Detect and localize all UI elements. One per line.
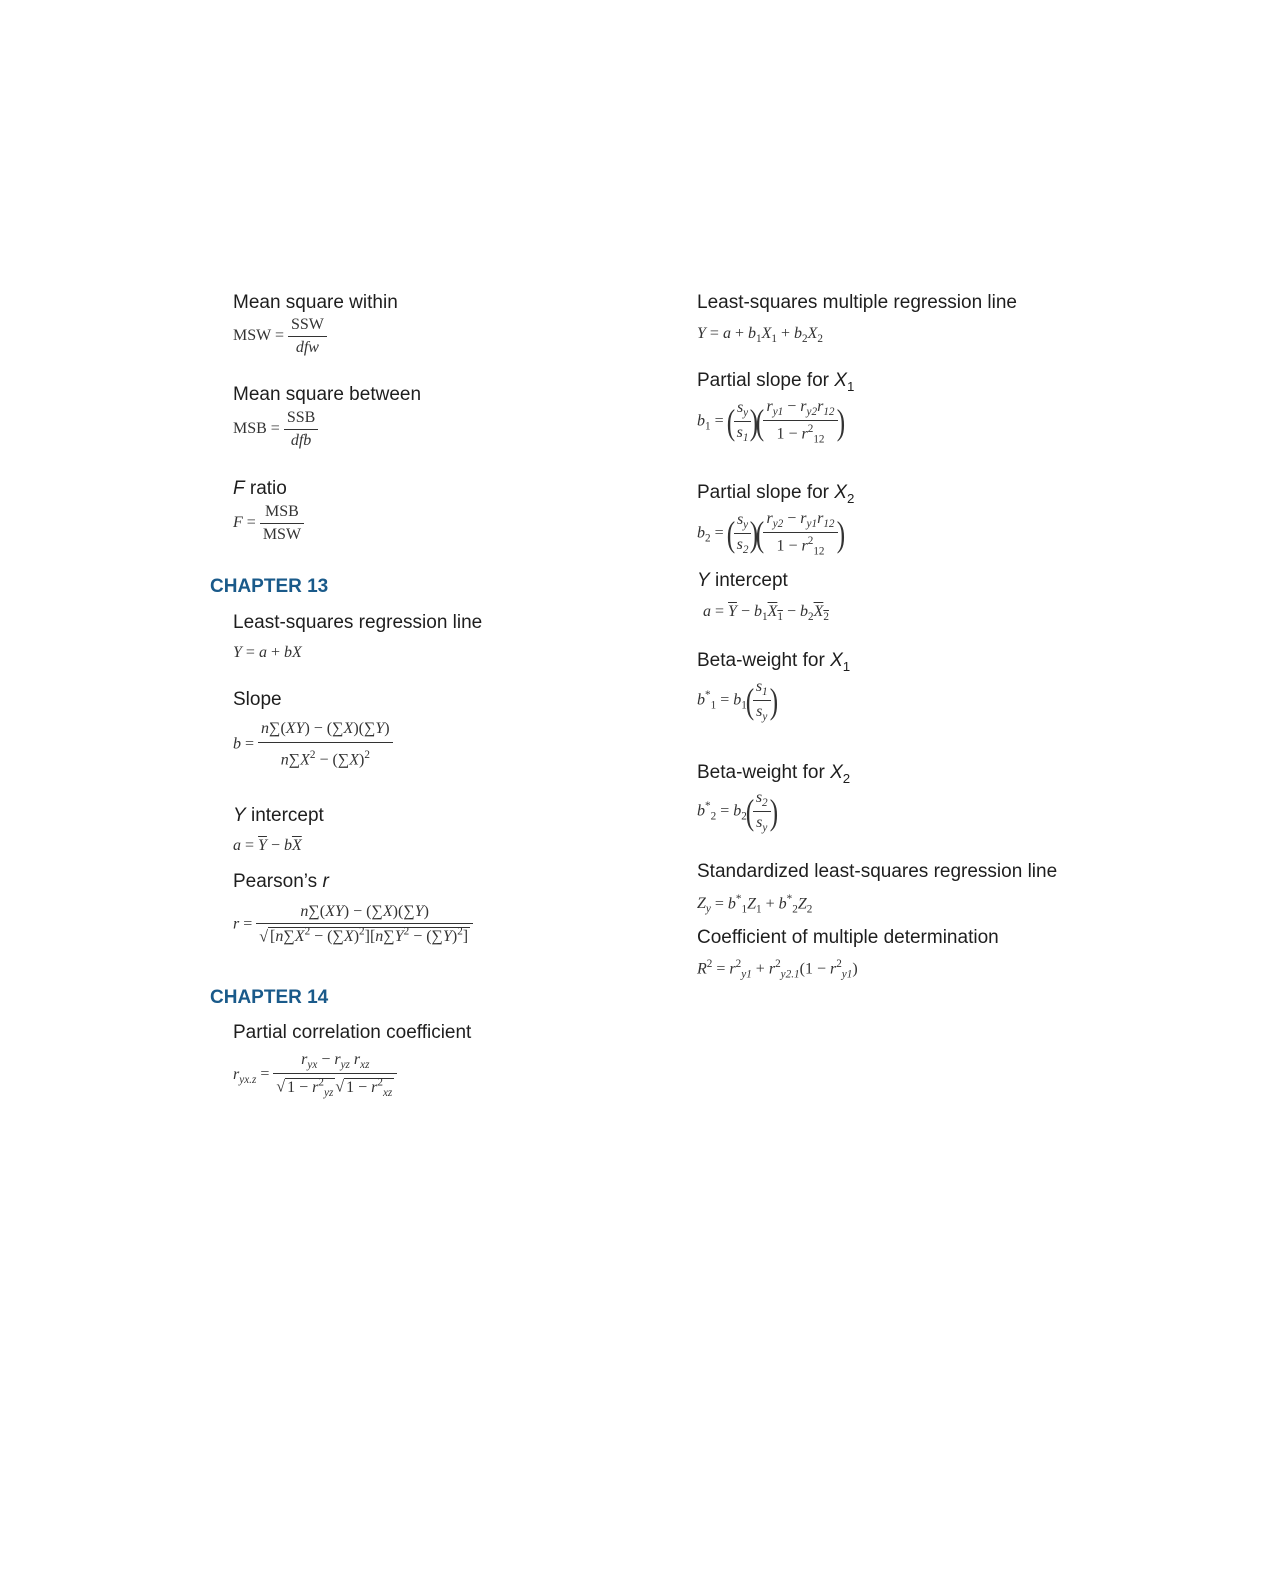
msw-label: Mean square within [233, 292, 398, 313]
bw1-formula: $b^*_1 = b_1$( $\frac{s_1}{s_y}$ ) [697, 678, 778, 724]
msb-formula: MSB = $\frac{\text{SSB}}{\text{dfb}}$ [233, 409, 318, 450]
bw2-formula: $b^*_2 = b_2$( $\frac{s_2}{s_y}$ ) [697, 789, 778, 835]
std-label: Standardized least-squares regression line [697, 861, 1058, 882]
pearson-label: Pearson’s r [233, 871, 329, 892]
bw2-label: Beta-weight for $X_2$ [697, 762, 851, 786]
mr-yint-label: Y intercept [697, 570, 788, 591]
slope-formula: b = $\frac{n\sum(XY) - (\sum X)(\sum Y)}{n\sum X^2 - (\sum X)^2}$ [233, 720, 393, 769]
fratio-label: F ratio [233, 478, 287, 499]
chapter-13-heading: CHAPTER 13 [210, 576, 329, 597]
lsr-label: Least-squares regression line [233, 612, 483, 633]
std-formula: $Z_y = b^*_1Z_1 + b^*_2Z_2$ [697, 893, 813, 916]
partial-corr-label: Partial correlation coefficient [233, 1022, 472, 1043]
ps2-formula: $b_2$ = ( $\frac{s_y}{s_2}$ )( $\frac{r_{y2} - r_{y1}r_{12}}{1 - r^2_{12}}$ ) [697, 510, 845, 558]
ps2-label: Partial slope for $X_2$ [697, 482, 855, 506]
lsmr-formula: $Y = a + b_1X_1 + b_2X_2$ [697, 325, 823, 346]
coef-formula: $R^2 = r^2_{y1} + r^2_{y2.1}(1 - r^2_{y1})$ [697, 958, 858, 981]
ps1-label: Partial slope for $X_1$ [697, 370, 855, 394]
yint-formula: $a = \overline{Y} - b\overline{X}$ [233, 837, 302, 854]
bw1-label: Beta-weight for $X_1$ [697, 650, 851, 674]
lsr-formula: Y = a + bX [233, 644, 302, 661]
pearson-formula: r = $\frac{n\sum(XY) - (\sum X)(\sum Y)}{√ [n\sum X^2 - (\sum X)^2][n\sum Y^2 - (\sum Y)^2]}$ [233, 903, 473, 946]
mr-yint-formula: $a = \overline{Y} - b_1X_1 - b_2X_2$ [703, 603, 829, 624]
slope-label: Slope [233, 689, 282, 710]
ps1-formula: $b_1$ = ( $\frac{s_y}{s_1}$ )( $\frac{r_{y1} - r_{y2}r_{12}}{1 - r^2_{12}}$ ) [697, 398, 845, 446]
partial-corr-formula: $r_{yx.z}$ = $\frac{r_{yx} - r_{yz} r_{xz}}{√ 1 - r^2_{yz} √ 1 - r^2_{xz}}$ [233, 1051, 397, 1099]
coef-label: Coefficient of multiple determination [697, 927, 999, 948]
chapter-14-heading: CHAPTER 14 [210, 987, 329, 1008]
lsmr-label: Least-squares multiple regression line [697, 292, 1017, 313]
fratio-formula: F = $\frac{\text{MSB}}{\text{MSW}}$ [233, 503, 304, 544]
yint-label: Y intercept [233, 805, 324, 826]
msb-label: Mean square between [233, 384, 422, 405]
msw-formula: MSW = $\frac{\text{SSW}}{\text{dfw}}$ [233, 316, 327, 357]
